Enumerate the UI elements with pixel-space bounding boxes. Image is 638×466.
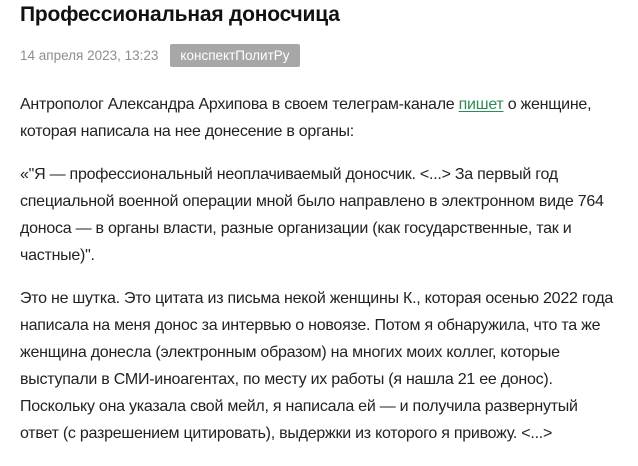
telegram-post-link[interactable]: пишет — [458, 96, 504, 113]
tag-badge[interactable]: конспектПолитРу — [170, 44, 299, 67]
meta-row — [20, 44, 614, 67]
intro-text-before-link: Антрополог Александра Архипова в своем телеграм-канале — [20, 96, 459, 113]
page-title: Профессиональная доносчица — [20, 3, 340, 26]
intro-text-after-link: о женщине, которая написала на нее донесение в органы: — [20, 96, 592, 140]
paragraph-intro — [20, 91, 614, 145]
paragraph-quote: «"Я — профессиональный неоплачиваемый доносчик. <...> За первый год специальной военной операции мной было направлено в электронном виде 764 доноса — в органы власти, разные организации (как государственные, так и частные)". — [20, 166, 604, 264]
paragraph-commentary: Это не шутка. Это цитата из письма некой женщины К., которая осенью 2022 года написала на меня донос за интервью о новоязе. Потом я обнаружила, что та же женщина донесла (электронным образом) на многих моих коллег, которые выступали в СМИ-иноагентах, по месту их работы (я нашла 21 ее донос). Поскольку она указала свой мейл, я написала ей — и получила развернутый ответ (с разрешением цитировать), выдержки из которого я привожу. <...> — [20, 290, 614, 442]
publish-date: 14 апреля 2023, 13:23 — [20, 47, 159, 63]
